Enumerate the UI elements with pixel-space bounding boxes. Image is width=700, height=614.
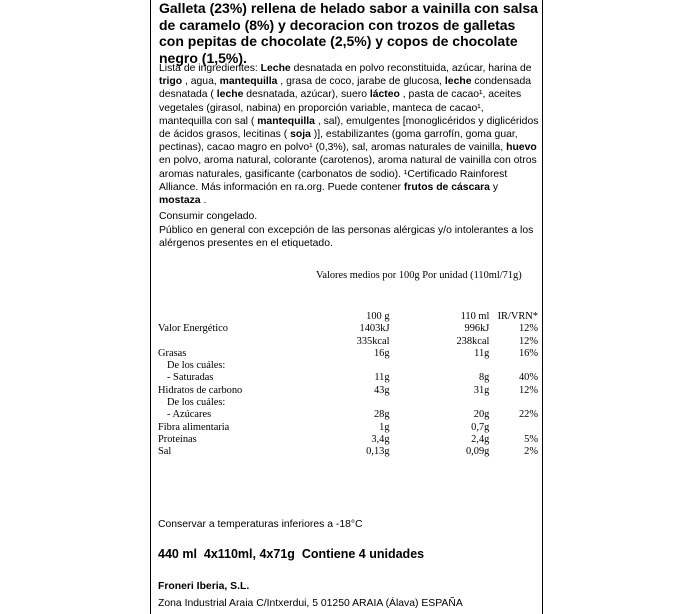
value-rv: 5%: [524, 433, 538, 445]
value-per-unit: 11g: [474, 347, 490, 359]
nutrition-row: [158, 434, 538, 446]
value-per-unit: 996kJ: [464, 323, 490, 335]
value-per-unit: 8g: [478, 372, 490, 384]
value-per-unit: 0,7g: [471, 421, 490, 433]
nutrient-name: Valor Energético: [158, 323, 228, 335]
nutrient-name: - Azúcares: [167, 409, 212, 421]
nutrition-row: [158, 348, 538, 360]
ingredient-text: en polvo, aroma natural, colorante (carotenos), aroma natural de vainilla con otros aromas naturales, gasificante (carbonatos de sodio). ¹Certificado Rainforest Alliance. Más información en ra.org. Puede contener: [159, 155, 537, 193]
company-name: Froneri Iberia, S.L.: [158, 581, 250, 592]
col-100g: 100 g: [366, 311, 390, 322]
value-rv: 12%: [518, 335, 538, 347]
allergen-term: Leche: [260, 63, 291, 74]
ingredient-text: , agua,: [182, 76, 220, 88]
value-rv: 12%: [518, 323, 538, 335]
product-title: Galleta (23%) rellena de helado sabor a vainilla con salsa de caramelo (8%) y decoracion con trozos de galletas con pepitas de chocolate (2,5%) y copos de chocolate negro (1,5%).: [159, 0, 538, 66]
ingredient-text: , grasa de coco, jarabe de glucosa,: [277, 76, 445, 88]
value-per-unit: [456, 397, 489, 409]
value-rv: 16%: [518, 347, 538, 359]
allergen-term: mostaza: [159, 195, 201, 207]
nutrition-row: [158, 372, 538, 384]
company-address: Zona Industrial Araia C/Intxerdui, 5 01250 ARAIA (Álava) ESPAÑA: [158, 598, 463, 609]
nutrition-row: [158, 422, 538, 434]
allergen-term: soja: [290, 129, 311, 141]
ingredient-text: condensada desnatada (: [159, 76, 532, 101]
nutrient-name: Fibra alimentaria: [158, 421, 230, 433]
ingredient-text: desnatada en polvo reconstituida, azúcar, harina de: [290, 63, 532, 74]
ingredient-text: )], estabilizantes (goma garrofín, goma guar, pectinas), cacao magro en polvo¹ (0,3%), sal, aromas naturales de vainilla,: [159, 129, 518, 154]
nutrient-name: De los cuáles:: [167, 397, 226, 409]
allergen-term: trigo: [159, 76, 183, 88]
allergen-term: mantequilla: [219, 76, 278, 88]
ingredient-text: .: [200, 195, 207, 207]
value-100g: 11g: [374, 372, 390, 384]
allergen-term: lácteo: [369, 89, 400, 101]
nutrient-name: Proteínas: [158, 433, 197, 445]
value-per-unit: [456, 360, 489, 372]
allergen-audience-note: Público en general con excepción de las personas alérgicas y/o intolerantes a los alérgenos presentes en el etiquetado.: [159, 225, 534, 250]
nutrition-row: [158, 446, 538, 458]
net-quantity: 440 ml 4x110ml, 4x71g Contiene 4 unidades: [158, 547, 425, 561]
value-100g: 1403kJ: [359, 323, 390, 335]
nutrition-header-row: [158, 311, 538, 323]
allergen-term: leche: [216, 89, 244, 101]
value-100g: [335, 397, 390, 409]
value-rv: 12%: [518, 384, 538, 396]
value-per-unit: 0,09g: [465, 446, 490, 458]
nutrition-row: [158, 360, 538, 372]
value-100g: 0,13g: [366, 446, 390, 458]
nutrition-table: [158, 311, 538, 459]
value-rv: [489, 397, 538, 409]
nutrition-row: [158, 397, 538, 409]
col-rv: IR/VRN*: [497, 311, 538, 322]
value-100g: 1g: [379, 421, 390, 433]
value-100g: 335kcal: [356, 335, 390, 347]
allergen-term: huevo: [506, 142, 537, 154]
nutrition-row: [158, 336, 538, 348]
ingredient-text: Lista de ingredientes:: [159, 63, 261, 74]
values-header-text: Valores medios por 100g Por unidad (110ml/71g): [316, 270, 522, 281]
nutrient-name: Hidratos de carbono: [158, 384, 243, 396]
ingredient-text: , sal), emulgentes [monoglicéridos y diglicéridos de ácidos grasos, lecitinas (: [159, 115, 539, 141]
col-unit: 110 ml: [460, 311, 490, 322]
allergen-term: frutos de cáscara: [403, 181, 490, 193]
nutrition-row: [158, 323, 538, 335]
nutrient-name: [158, 336, 335, 348]
value-per-unit: 20g: [473, 409, 490, 421]
value-rv: 40%: [518, 372, 538, 384]
nutrient-name: Grasas: [158, 347, 187, 359]
value-100g: 28g: [373, 409, 390, 421]
nutrition-row: [158, 409, 538, 421]
value-rv: [489, 360, 538, 372]
ingredient-text: y: [489, 181, 499, 193]
value-100g: 16g: [373, 347, 390, 359]
value-100g: [335, 360, 390, 372]
ingredient-text: , pasta de cacao¹, aceites vegetales (girasol, nabina) en proporción variable, manteca de cacao¹, mantequilla con sal (: [159, 89, 522, 127]
value-per-unit: 2,4g: [471, 433, 490, 445]
value-per-unit: 238kcal: [456, 335, 490, 347]
ingredient-text: desnatada, azúcar), suero: [243, 89, 370, 101]
allergen-term: mantequilla: [257, 115, 315, 127]
nutrient-name: - Saturadas: [167, 372, 214, 384]
value-100g: 43g: [373, 384, 390, 396]
conservation-note: Conservar a temperaturas inferiores a -18°C: [158, 519, 363, 530]
storage-instruction: Consumir congelado.: [159, 211, 258, 222]
nutrient-name: Sal: [158, 446, 172, 458]
value-rv: [489, 422, 538, 434]
value-rv: 2%: [524, 446, 538, 458]
nutrition-row: [158, 385, 538, 397]
nutrient-name: De los cuáles:: [167, 360, 226, 372]
value-100g: 3,4g: [371, 433, 390, 445]
value-rv: 22%: [518, 409, 538, 421]
value-per-unit: 31g: [473, 384, 490, 396]
allergen-term: leche: [444, 76, 472, 88]
ingredients-list: [159, 62, 539, 207]
